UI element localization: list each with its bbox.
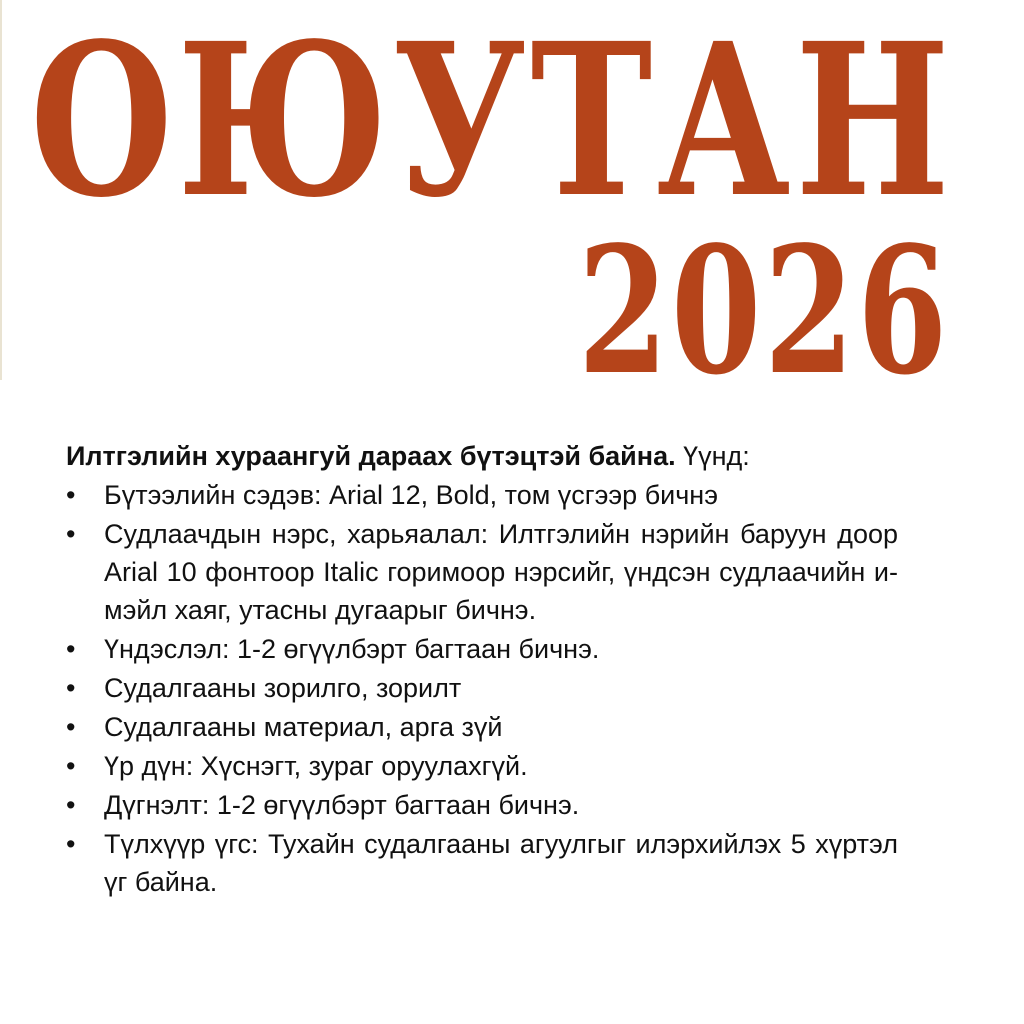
bullet-icon: • [66, 673, 76, 703]
list-item-text: Судалгааны зорилго, зорилт [104, 673, 462, 703]
list-item-text: Судалгааны материал, арга зүй [104, 712, 503, 742]
page-title: ОЮУТАН [30, 0, 955, 244]
list-item-text: Судлаачдын нэрс, харьяалал: Илтгэлийн нэрийн баруун доор Arial 10 фонтоор Italic горимоор нэрсийг, үндсэн судлаачийн и-мэйл хаяг, утасны дугаарыг бичнэ. [104, 519, 898, 625]
list-item-text: Бүтээлийн сэдэв: Arial 12, Bold, том үсгээр бичнэ [104, 480, 718, 510]
list-item [66, 515, 898, 629]
list-item [66, 630, 898, 668]
bullet-icon: • [66, 829, 76, 859]
list-item-text: Үндэслэл: 1-2 өгүүлбэрт багтаан бичнэ. [104, 634, 600, 664]
intro-regular-text: Үүнд: [675, 441, 750, 471]
bullet-icon: • [66, 790, 76, 820]
list-item [66, 669, 898, 707]
list-item-text: Дүгнэлт: 1-2 өгүүлбэрт багтаан бичнэ. [104, 790, 580, 820]
bullet-icon: • [66, 751, 76, 781]
bullet-icon: • [66, 519, 76, 549]
list-item [66, 708, 898, 746]
list-item [66, 476, 898, 514]
abstract-guidelines [66, 437, 898, 902]
left-edge-divider [0, 0, 2, 380]
bullet-icon: • [66, 634, 76, 664]
list-item [66, 786, 898, 824]
bullet-icon: • [66, 480, 76, 510]
list-item [66, 747, 898, 785]
guideline-list [66, 476, 898, 901]
title-year: 2026 [578, 209, 951, 414]
list-item-text: Түлхүүр үгс: Тухайн судалгааны агуулгыг илэрхийлэх 5 хүртэл үг байна. [104, 829, 898, 897]
list-item-text: Үр дүн: Хүснэгт, зураг оруулахгүй. [104, 751, 528, 781]
bullet-icon: • [66, 712, 76, 742]
intro-line [66, 437, 898, 475]
list-item [66, 825, 898, 901]
intro-bold-text: Илтгэлийн хураангуй дараах бүтэцтэй байна. [66, 441, 676, 471]
